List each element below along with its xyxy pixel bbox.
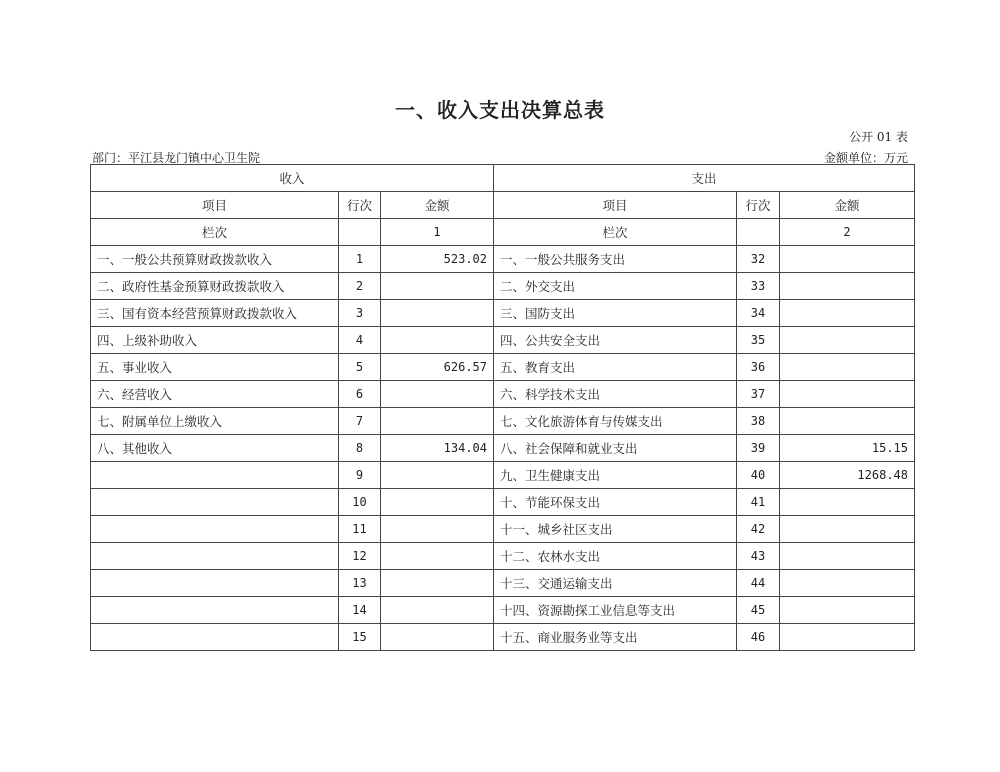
table-row <box>91 435 915 462</box>
form-code: 公开 01 表 <box>849 130 908 144</box>
income-column-index-empty <box>339 219 381 246</box>
section-header-row <box>91 165 915 192</box>
expense-amount-cell <box>780 327 915 354</box>
income-item-cell: 二、政府性基金预算财政拨款收入 <box>91 273 339 300</box>
expense-amount-cell <box>780 597 915 624</box>
income-line-cell: 9 <box>339 462 381 489</box>
expense-column-number: 2 <box>780 219 915 246</box>
income-amount-cell <box>381 408 494 435</box>
column-index-row <box>91 219 915 246</box>
expense-item-cell: 十、节能环保支出 <box>494 489 737 516</box>
income-line-cell: 8 <box>339 435 381 462</box>
expense-line-cell: 35 <box>737 327 780 354</box>
income-item-cell <box>91 543 339 570</box>
income-item-header: 项目 <box>91 192 339 219</box>
expense-item-cell: 二、外交支出 <box>494 273 737 300</box>
department-label: 部门：平江县龙门镇中心卫生院 <box>92 151 261 165</box>
expense-amount-cell <box>780 516 915 543</box>
income-amount-cell <box>381 516 494 543</box>
table-row <box>91 570 915 597</box>
income-line-cell: 6 <box>339 381 381 408</box>
table-row <box>91 543 915 570</box>
table-row <box>91 300 915 327</box>
expense-line-header: 行次 <box>737 192 780 219</box>
income-line-cell: 1 <box>339 246 381 273</box>
income-amount-cell <box>381 300 494 327</box>
column-header-row <box>91 192 915 219</box>
expense-item-cell: 三、国防支出 <box>494 300 737 327</box>
expense-item-cell: 七、文化旅游体育与传媒支出 <box>494 408 737 435</box>
income-section-header: 收入 <box>91 165 494 192</box>
expense-line-cell: 39 <box>737 435 780 462</box>
income-amount-cell <box>381 543 494 570</box>
income-item-cell <box>91 462 339 489</box>
income-item-cell: 三、国有资本经营预算财政拨款收入 <box>91 300 339 327</box>
expense-line-cell: 37 <box>737 381 780 408</box>
expense-item-cell: 九、卫生健康支出 <box>494 462 737 489</box>
table-row <box>91 408 915 435</box>
table-row <box>91 462 915 489</box>
expense-item-cell: 一、一般公共服务支出 <box>494 246 737 273</box>
expense-amount-cell: 15.15 <box>780 435 915 462</box>
income-item-cell <box>91 624 339 651</box>
expense-amount-cell <box>780 354 915 381</box>
expense-line-cell: 42 <box>737 516 780 543</box>
income-amount-cell <box>381 462 494 489</box>
income-line-cell: 4 <box>339 327 381 354</box>
expense-item-cell: 十四、资源勘探工业信息等支出 <box>494 597 737 624</box>
income-line-cell: 2 <box>339 273 381 300</box>
income-line-cell: 15 <box>339 624 381 651</box>
expense-line-cell: 32 <box>737 246 780 273</box>
income-item-cell: 一、一般公共预算财政拨款收入 <box>91 246 339 273</box>
expense-item-cell: 十三、交通运输支出 <box>494 570 737 597</box>
expense-amount-cell <box>780 489 915 516</box>
expense-line-cell: 44 <box>737 570 780 597</box>
expense-item-cell: 十五、商业服务业等支出 <box>494 624 737 651</box>
expense-amount-cell <box>780 273 915 300</box>
expense-line-cell: 46 <box>737 624 780 651</box>
expense-item-cell: 四、公共安全支出 <box>494 327 737 354</box>
expense-item-cell: 六、科学技术支出 <box>494 381 737 408</box>
expense-amount-cell <box>780 300 915 327</box>
expense-line-cell: 41 <box>737 489 780 516</box>
table-row <box>91 597 915 624</box>
expense-line-cell: 36 <box>737 354 780 381</box>
income-amount-cell <box>381 624 494 651</box>
income-item-cell: 八、其他收入 <box>91 435 339 462</box>
expense-amount-cell: 1268.48 <box>780 462 915 489</box>
table-row <box>91 489 915 516</box>
table-row <box>91 381 915 408</box>
expense-line-cell: 34 <box>737 300 780 327</box>
income-line-cell: 12 <box>339 543 381 570</box>
page-title: 一、收入支出决算总表 <box>395 98 605 122</box>
amount-unit-label: 金额单位：万元 <box>823 151 908 165</box>
expense-line-cell: 45 <box>737 597 780 624</box>
expense-line-cell: 40 <box>737 462 780 489</box>
income-item-cell: 六、经营收入 <box>91 381 339 408</box>
expense-amount-header: 金额 <box>780 192 915 219</box>
expense-item-cell: 五、教育支出 <box>494 354 737 381</box>
income-line-cell: 7 <box>339 408 381 435</box>
income-item-cell <box>91 489 339 516</box>
expense-column-index-empty <box>737 219 780 246</box>
table-row <box>91 273 915 300</box>
income-amount-header: 金额 <box>381 192 494 219</box>
expense-item-header: 项目 <box>494 192 737 219</box>
table-row <box>91 327 915 354</box>
income-amount-cell: 134.04 <box>381 435 494 462</box>
expense-amount-cell <box>780 570 915 597</box>
income-line-cell: 14 <box>339 597 381 624</box>
expense-amount-cell <box>780 408 915 435</box>
expense-item-cell: 八、社会保障和就业支出 <box>494 435 737 462</box>
expense-amount-cell <box>780 246 915 273</box>
income-item-cell: 四、上级补助收入 <box>91 327 339 354</box>
income-amount-cell <box>381 597 494 624</box>
income-item-cell <box>91 597 339 624</box>
income-item-cell <box>91 516 339 543</box>
income-amount-cell: 626.57 <box>381 354 494 381</box>
table-row <box>91 246 915 273</box>
income-line-cell: 13 <box>339 570 381 597</box>
table-row <box>91 516 915 543</box>
income-column-index-label: 栏次 <box>91 219 339 246</box>
expense-amount-cell <box>780 381 915 408</box>
income-amount-cell <box>381 273 494 300</box>
income-item-cell: 七、附属单位上缴收入 <box>91 408 339 435</box>
expense-section-header: 支出 <box>494 165 915 192</box>
income-line-cell: 5 <box>339 354 381 381</box>
table-row <box>91 624 915 651</box>
income-amount-cell <box>381 327 494 354</box>
expense-item-cell: 十一、城乡社区支出 <box>494 516 737 543</box>
expense-column-index-label: 栏次 <box>494 219 737 246</box>
income-amount-cell <box>381 570 494 597</box>
expense-line-cell: 43 <box>737 543 780 570</box>
expense-line-cell: 33 <box>737 273 780 300</box>
expense-item-cell: 十二、农林水支出 <box>494 543 737 570</box>
income-expense-table <box>90 164 915 651</box>
income-item-cell: 五、事业收入 <box>91 354 339 381</box>
income-column-number: 1 <box>381 219 494 246</box>
table-body <box>91 165 915 651</box>
income-amount-cell <box>381 489 494 516</box>
income-amount-cell: 523.02 <box>381 246 494 273</box>
expense-amount-cell <box>780 543 915 570</box>
expense-line-cell: 38 <box>737 408 780 435</box>
income-item-cell <box>91 570 339 597</box>
income-line-cell: 10 <box>339 489 381 516</box>
income-line-header: 行次 <box>339 192 381 219</box>
table-row <box>91 354 915 381</box>
income-line-cell: 11 <box>339 516 381 543</box>
expense-amount-cell <box>780 624 915 651</box>
income-amount-cell <box>381 381 494 408</box>
income-line-cell: 3 <box>339 300 381 327</box>
